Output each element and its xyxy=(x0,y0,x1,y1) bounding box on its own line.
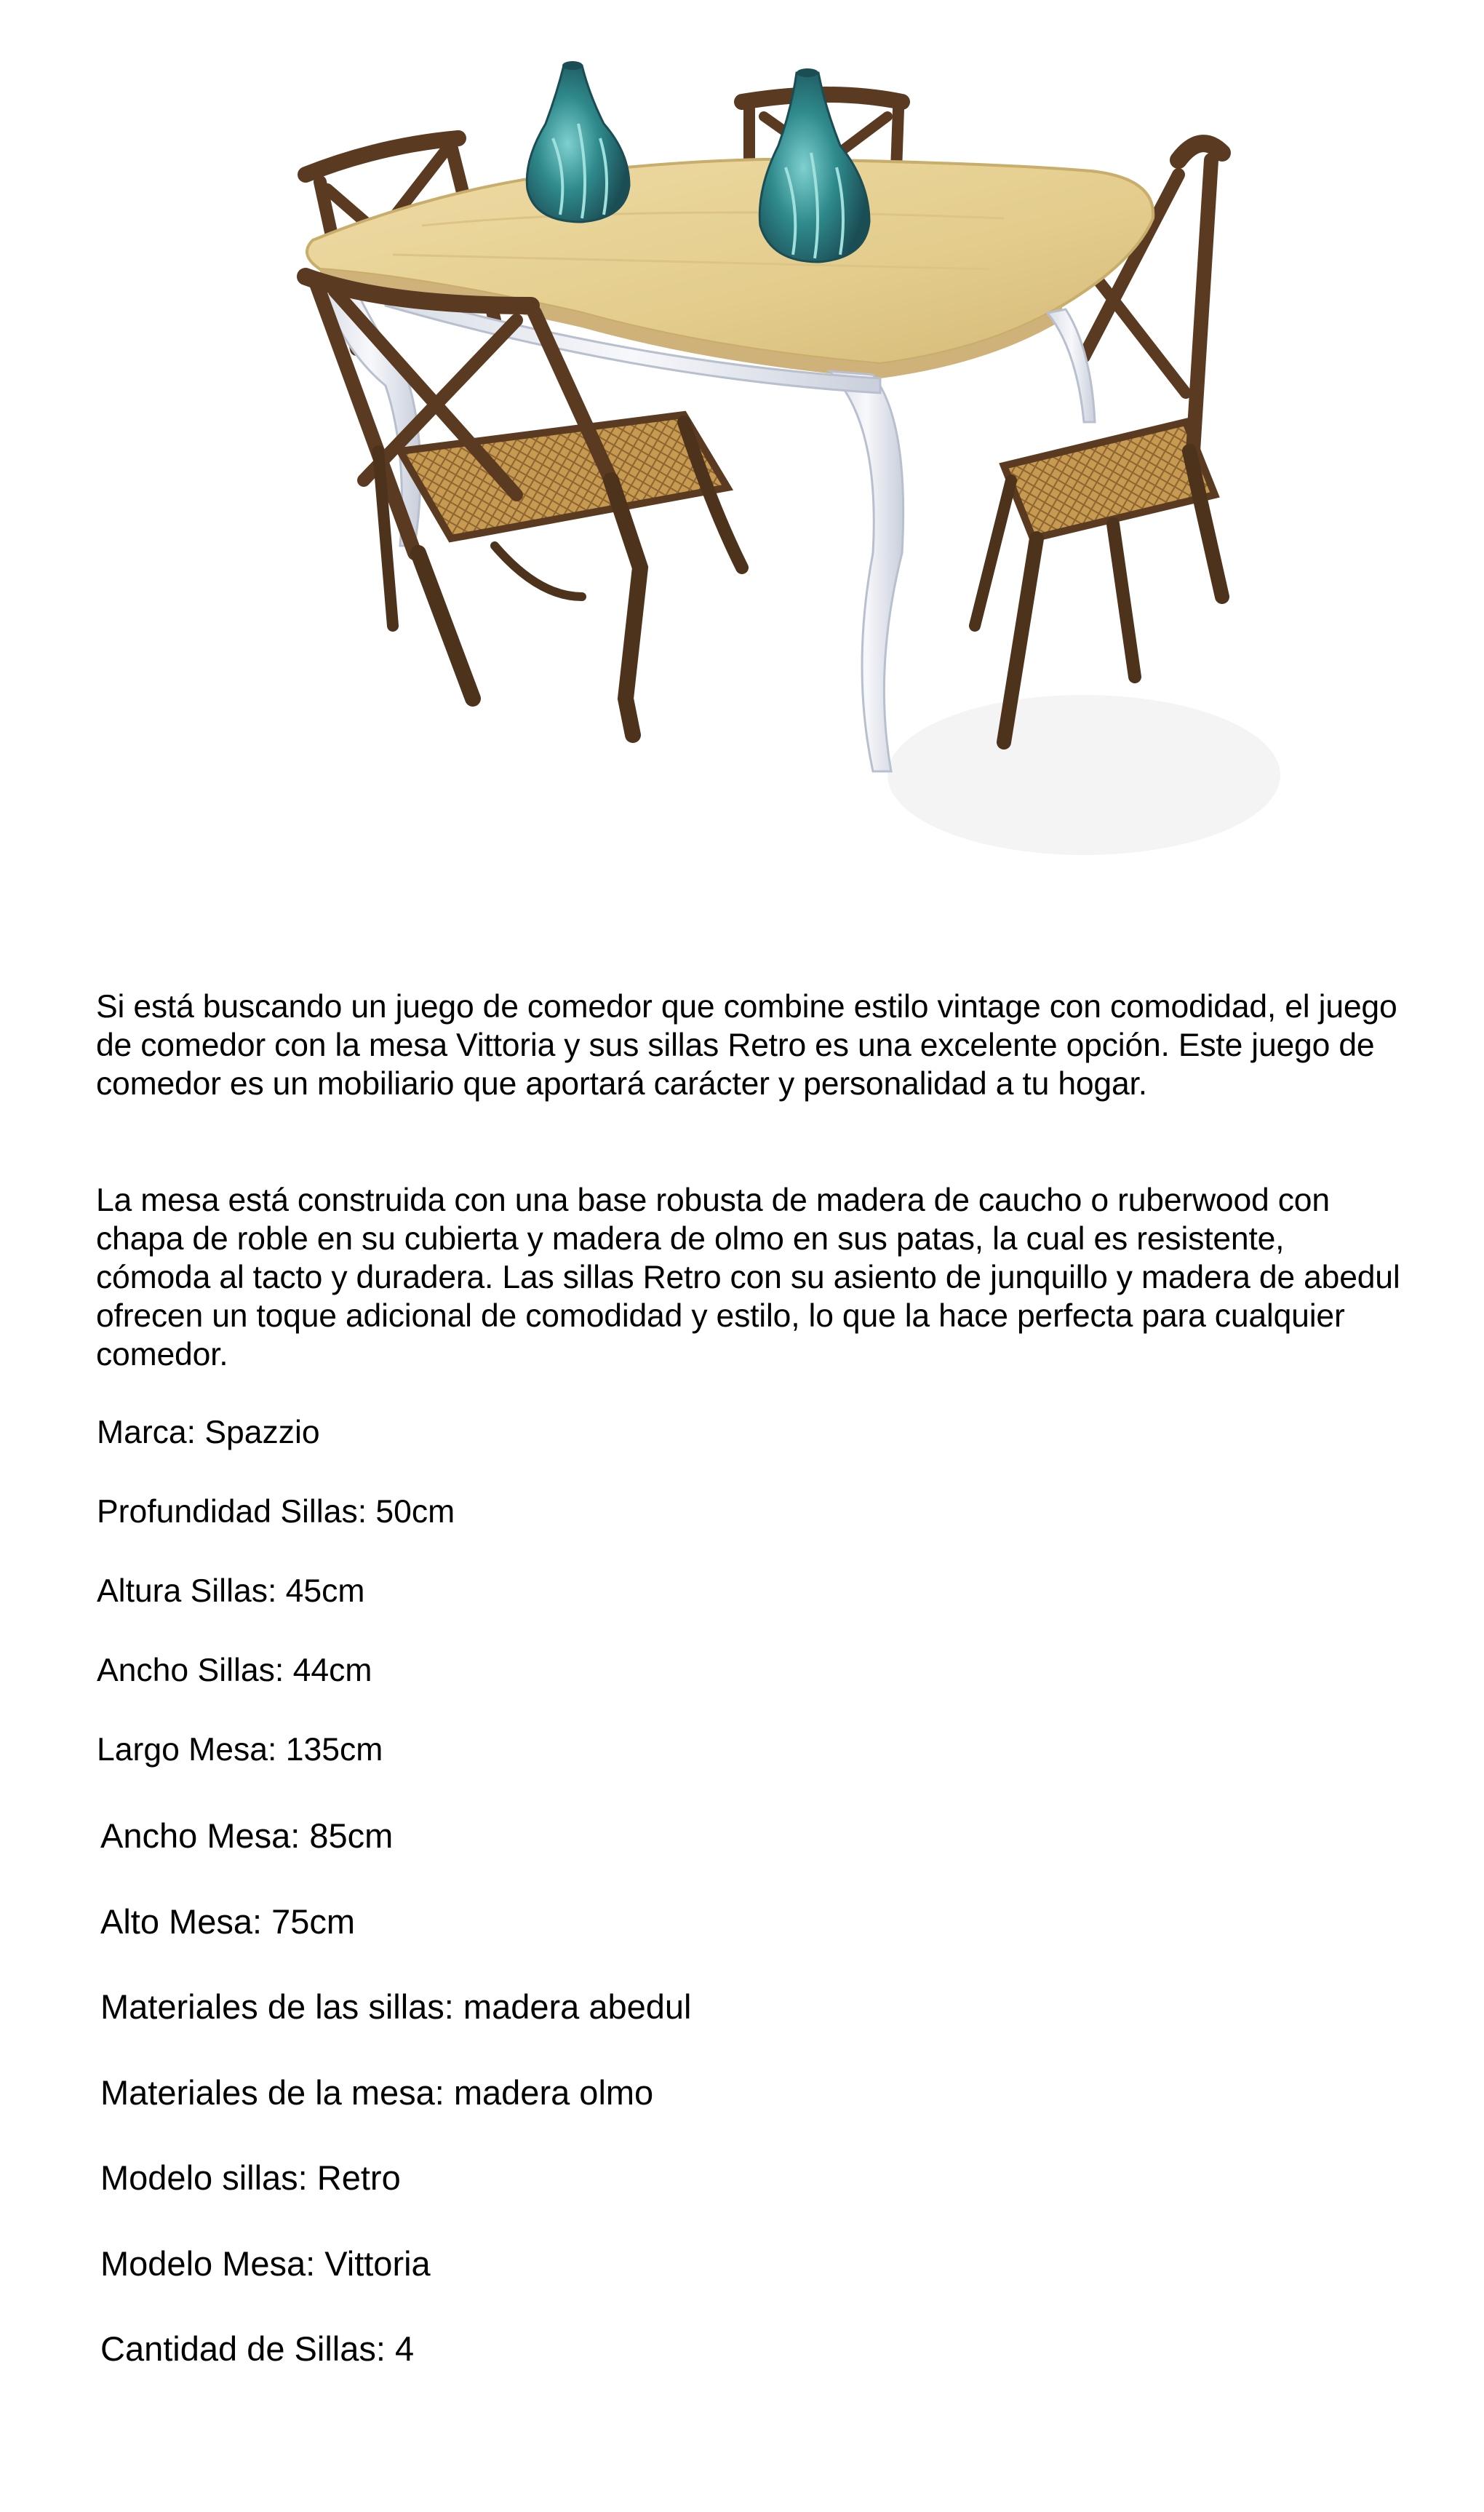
floor-shadow xyxy=(887,695,1280,855)
spec-altura-sillas: Altura Sillas: 45cm xyxy=(97,1573,365,1609)
vase-left xyxy=(527,61,629,222)
spec-marca: Marca: Spazzio xyxy=(97,1415,320,1450)
description-paragraph-1: Si está buscando un juego de comedor que combine estilo vintage con comodidad, el juego de comedor con la mesa Vittoria y sus sillas Retro es una excelente opción. Este juego de comedor es un mobiliario que aportará carácter y personalidad a tu hogar. xyxy=(96,989,1397,1102)
spec-profundidad-sillas: Profundidad Sillas: 50cm xyxy=(97,1494,455,1530)
spec-modelo-mesa: Modelo Mesa: Vittoria xyxy=(100,2244,431,2283)
description-paragraph-2: La mesa está construida con una base robusta de madera de caucho o ruberwood con chapa de roble en su cubierta y madera de olmo en sus patas, la cual es resistente, cómoda al tacto y duradera. Las sillas Retro con su asiento de junquillo y madera de abedul ofrecen un toque adicional de comodidad y estilo, lo que la hace perfecta para cualquier comedor. xyxy=(96,1183,1400,1372)
tabletop xyxy=(307,159,1153,378)
spec-ancho-sillas: Ancho Sillas: 44cm xyxy=(97,1653,372,1688)
spec-materiales-mesa: Materiales de la mesa: madera olmo xyxy=(100,2073,654,2112)
description-paragraph-1-container xyxy=(96,987,1405,1103)
product-photo xyxy=(276,44,1368,866)
spec-cantidad-sillas: Cantidad de Sillas: 4 xyxy=(100,2329,415,2368)
spec-ancho-mesa: Ancho Mesa: 85cm xyxy=(100,1816,394,1855)
spec-alto-mesa: Alto Mesa: 75cm xyxy=(100,1902,356,1941)
spec-modelo-sillas: Modelo sillas: Retro xyxy=(100,2158,401,2197)
description-paragraph-2-container xyxy=(96,1181,1405,1374)
spec-materiales-sillas: Materiales de las sillas: madera abedul xyxy=(100,1987,692,2026)
spec-largo-mesa: Largo Mesa: 135cm xyxy=(97,1732,383,1768)
